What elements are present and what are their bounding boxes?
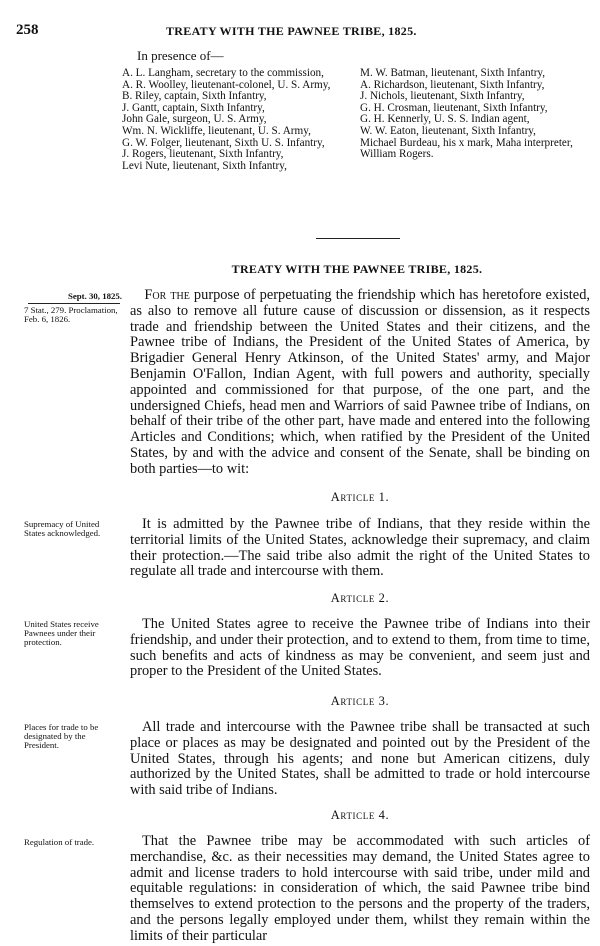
witness-entry: J. Nichols, lieutenant, Sixth Infantry,	[360, 90, 525, 103]
witness-entry: Wm. N. Wickliffe, lieutenant, U. S. Army,	[122, 124, 311, 137]
witness-entry: A. Richardson, lieutenant, Sixth Infantry,	[360, 78, 545, 91]
article-text: All trade and intercourse with the Pawnee tribe shall be transacted at such place or places as may be designated and pointed out by the President of the United States, through his agents; and none but American citizens, duly authorized by the United States, shall be admitted to trade or hold intercourse with said tribe of Indians.	[130, 719, 590, 799]
margin-note-article-1: Supremacy of United States acknowledged.	[24, 519, 101, 538]
margin-date: Sept. 30, 1825.	[67, 291, 122, 301]
article-heading: Article 4.	[330, 808, 390, 822]
article-text: That the Pawnee tribe may be accommodated with such articles of merchandise, &c. as their necessities may demand, the United States agree to admit and license traders to hold intercourse with said tribe, under mild and equitable regulations: in consideration of which, the said Pawnee tribe bind themselves to extend protection to the persons and the property of the traders, and the persons legally employed under them, whilst they remain within the limits of their particular	[130, 833, 590, 944]
witness-entry: William Rogers.	[360, 148, 434, 161]
margin-statute-note: 7 Stat., 279. Proclamation, Feb. 6, 1826.	[24, 305, 118, 324]
preamble-first-words: For the	[144, 287, 190, 303]
article-heading: Article 2.	[330, 591, 390, 605]
margin-note-article-2: United States receive Pawnees under their protection.	[24, 619, 99, 647]
running-head: TREATY WITH THE PAWNEE TRIBE, 1825.	[166, 24, 417, 38]
witness-entry: Michael Burdeau, his x mark, Maha interpreter,	[360, 136, 573, 149]
section-divider	[316, 238, 400, 239]
witness-entry: W. W. Eaton, lieutenant, Sixth Infantry,	[360, 124, 536, 137]
witness-entry: Levi Nute, lieutenant, Sixth Infantry,	[122, 159, 287, 172]
witness-entry: A. L. Langham, secretary to the commission,	[122, 67, 324, 79]
treaty-preamble	[130, 288, 590, 478]
page-header	[16, 22, 586, 40]
article-heading: Article 3.	[330, 694, 390, 708]
witness-entry: G. W. Folger, lieutenant, Sixth U. S. Infantry,	[122, 136, 325, 149]
page-number: 258	[16, 22, 39, 38]
witness-list-left	[122, 68, 354, 172]
witness-entry: G. H. Crosman, lieutenant, Sixth Infantry,	[360, 101, 548, 114]
margin-divider	[28, 303, 120, 304]
treaty-title: TREATY WITH THE PAWNEE TRIBE, 1825.	[231, 262, 483, 276]
article-text: The United States agree to receive the Pawnee tribe of Indians into their friendship, and under their protection, and to extend to them, from time to time, such benefits and acts of kindness as may be convenient, and seem just and proper to the President of the United States.	[130, 616, 590, 680]
witness-entry: J. Rogers, lieutenant, Sixth Infantry,	[122, 148, 284, 161]
article-text: It is admitted by the Pawnee tribe of Indians, that they reside within the territorial limits of the United States, acknowledge their supremacy, and claim their protection.—The said tribe also admit the right of the United States to regulate all trade and intercourse with them.	[130, 516, 590, 580]
witness-entry: J. Gantt, captain, Sixth Infantry,	[122, 101, 265, 114]
witness-entry: A. R. Woolley, lieutenant-colonel, U. S. Army,	[122, 78, 331, 91]
article-heading: Article 1.	[330, 490, 390, 504]
preamble-text: purpose of perpetuating the friendship which has heretofore existed, as also to remove all future cause of discussion or dissension, as it respects trade and friendship between the United States and their citizens, and the Pawnee tribe of Indians, the President of the United States of America, by Brigadier General Henry Atkinson, of the United States' army, and Major Benjamin O'Fallon, Indian Agent, with full powers and authority, specially appointed and commissioned for that purpose, of the one part, and the undersigned Chiefs, head men and Warriors of said Pawnee tribe of Indians, on behalf of their tribe of the other part, have made and entered into the following Articles and Conditions; which, when ratified by the President of the United States, by and with the advice and consent of the Senate, shall be binding on both parties—to wit:	[130, 287, 590, 477]
witness-entry: John Gale, surgeon, U. S. Army,	[122, 113, 267, 126]
witness-entry: G. H. Kennerly, U. S. S. Indian agent,	[360, 113, 530, 126]
witness-list-right	[360, 68, 590, 161]
margin-note-article-4: Regulation of trade.	[24, 837, 95, 847]
presence-intro: In presence of—	[137, 48, 224, 63]
witness-entry: M. W. Batman, lieutenant, Sixth Infantry,	[360, 67, 546, 79]
margin-note-article-3: Places for trade to be designated by the President.	[24, 722, 99, 750]
witness-entry: B. Riley, captain, Sixth Infantry,	[122, 90, 267, 103]
